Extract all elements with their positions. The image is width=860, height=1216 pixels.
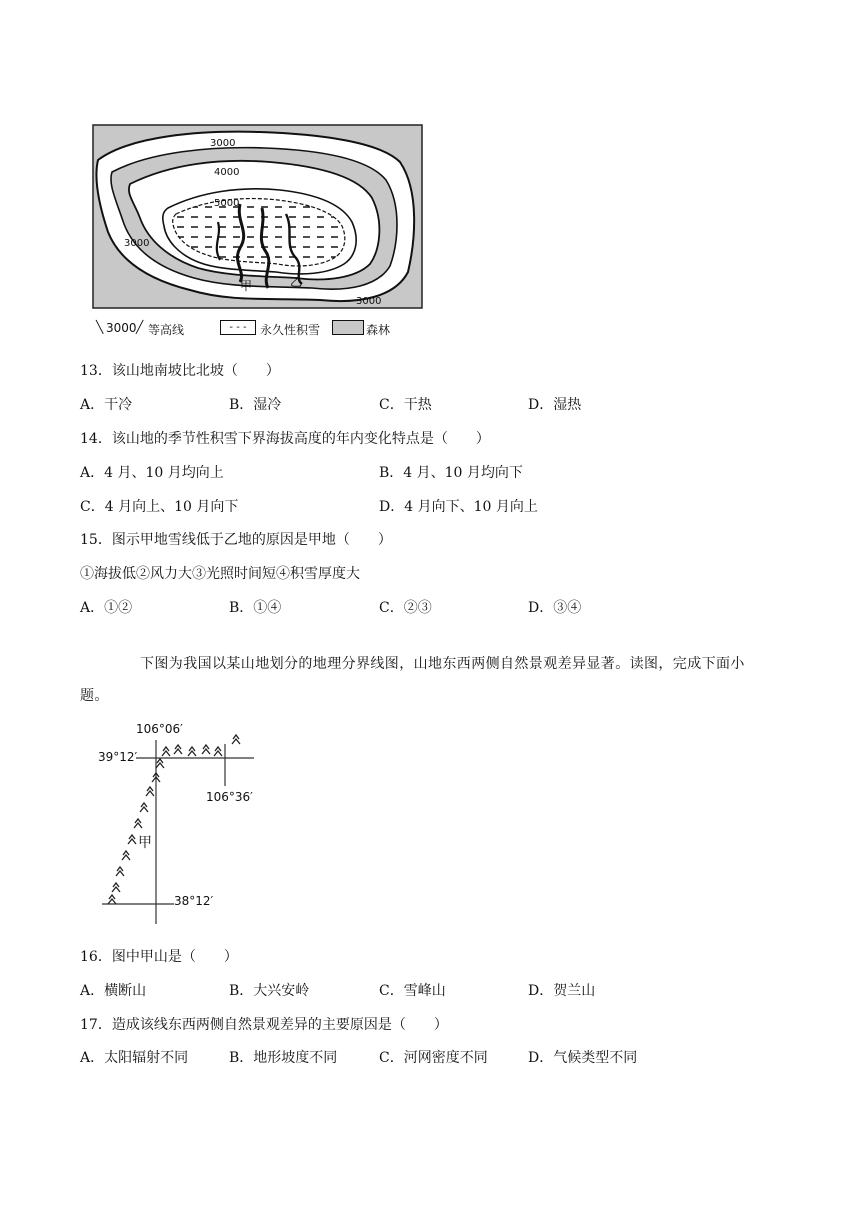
q17-option-a[interactable]: A．太阳辐射不同 bbox=[80, 1050, 189, 1066]
q13-option-a[interactable]: A．干冷 bbox=[80, 397, 133, 413]
q13-option-b[interactable]: B．湿冷 bbox=[229, 397, 282, 413]
q15-statements: ①海拔低②风力大③光照时间短④积雪厚度大 bbox=[80, 566, 360, 582]
boundary-map-figure bbox=[96, 720, 266, 930]
q14-option-a[interactable]: A．4 月、10 月均向上 bbox=[80, 465, 224, 481]
q15-option-a[interactable]: A．①② bbox=[80, 600, 133, 616]
contour-label-3000-bottom: 3000 bbox=[356, 296, 382, 307]
lat-label-bottom: 38°12′ bbox=[174, 894, 214, 908]
intro-line-2: 题。 bbox=[80, 688, 109, 704]
lon-label-top: 106°06′ bbox=[136, 722, 183, 736]
place-yi: 乙 bbox=[290, 275, 303, 289]
place-jia-mountain: 甲 bbox=[138, 835, 152, 851]
intro-line-1: 下图为我国以某山地划分的地理分界线图，山地东西两侧自然景观差异显著。读图，完成下面小 bbox=[140, 656, 745, 672]
q16-option-c[interactable]: C．雪峰山 bbox=[379, 983, 446, 999]
q14-stem: 14．该山地的季节性积雪下界海拔高度的年内变化特点是（ ） bbox=[80, 431, 490, 447]
contour-label-4000: 4000 bbox=[214, 167, 240, 178]
contour-label-3000-top: 3000 bbox=[210, 138, 236, 149]
q16-stem: 16．图中甲山是（ ） bbox=[80, 949, 238, 965]
legend-forest-label: 森林 bbox=[366, 323, 391, 337]
legend-contour-label: 等高线 bbox=[148, 323, 185, 337]
q13-stem: 13．该山地南坡比北坡（ ） bbox=[80, 363, 280, 379]
contour-map bbox=[90, 122, 430, 340]
q15-stem: 15．图示甲地雪线低于乙地的原因是甲地（ ） bbox=[80, 532, 392, 548]
legend-contour-icon: ╲ bbox=[96, 320, 104, 334]
q17-option-d[interactable]: D．气候类型不同 bbox=[528, 1050, 638, 1066]
legend-snow-label: 永久性积雪 bbox=[260, 323, 321, 337]
legend-snow-swatch: - - - bbox=[220, 320, 256, 335]
lon-label-right: 106°36′ bbox=[206, 790, 253, 804]
q16-option-b[interactable]: B．大兴安岭 bbox=[229, 983, 310, 999]
q15-option-d[interactable]: D．③④ bbox=[528, 600, 582, 616]
q15-option-c[interactable]: C．②③ bbox=[379, 600, 432, 616]
q13-option-d[interactable]: D．湿热 bbox=[528, 397, 582, 413]
q17-option-b[interactable]: B．地形坡度不同 bbox=[229, 1050, 338, 1066]
legend-forest-swatch bbox=[332, 320, 364, 335]
q14-option-d[interactable]: D．4 月向下、10 月向上 bbox=[379, 499, 538, 515]
contour-label-5000: 5000 bbox=[214, 198, 240, 209]
place-jia: 甲 bbox=[240, 279, 253, 293]
contour-label-3000-left: 3000 bbox=[124, 238, 150, 249]
q15-option-b[interactable]: B．①④ bbox=[229, 600, 282, 616]
legend-contour-value: 3000 bbox=[106, 321, 137, 335]
q17-option-c[interactable]: C．河网密度不同 bbox=[379, 1050, 488, 1066]
q16-option-d[interactable]: D．贺兰山 bbox=[528, 983, 596, 999]
q14-option-c[interactable]: C．4 月向上、10 月向下 bbox=[80, 499, 239, 515]
map-legend bbox=[96, 318, 426, 338]
q13-option-c[interactable]: C．干热 bbox=[379, 397, 432, 413]
legend-contour-tick-icon: ╱ bbox=[136, 320, 144, 334]
q17-stem: 17．造成该线东西两侧自然景观差异的主要原因是（ ） bbox=[80, 1017, 448, 1033]
contour-map-figure bbox=[90, 122, 430, 340]
q16-option-a[interactable]: A．横断山 bbox=[80, 983, 147, 999]
lat-label-top: 39°12′ bbox=[98, 750, 138, 764]
q14-option-b[interactable]: B．4 月、10 月均向下 bbox=[379, 465, 523, 481]
